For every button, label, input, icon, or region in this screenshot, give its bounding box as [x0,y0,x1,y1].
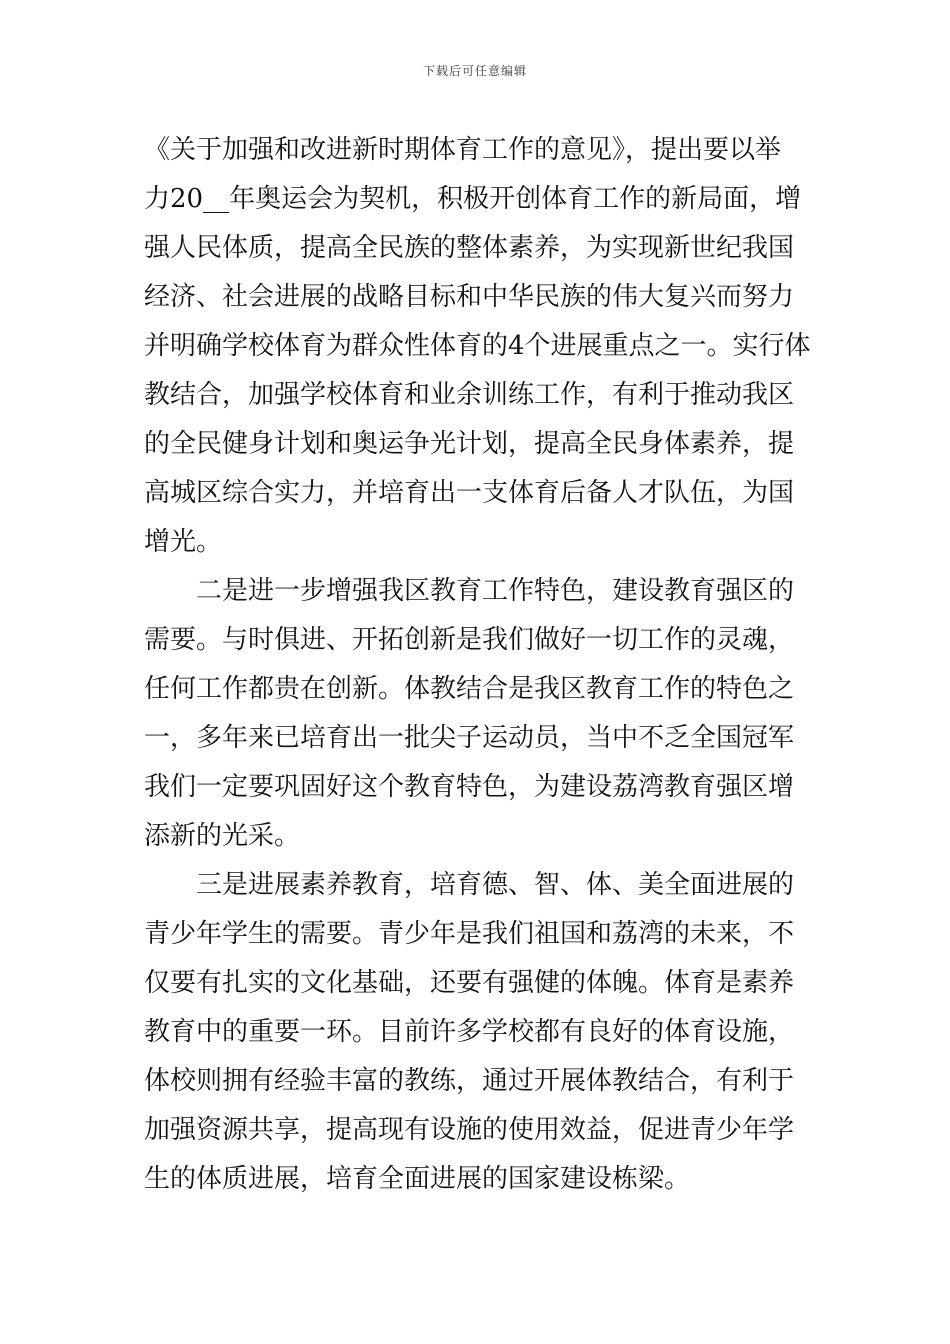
text-line: 增光。 [144,527,223,557]
paragraph-start-line: 二是进一步增强我区教育工作特色，建设教育强区的 [196,576,795,606]
text-line: 需要。与时俱进、开拓创新是我们做好一切工作的灵魂， [144,625,795,655]
text-line: 添新的光采。 [144,821,301,851]
text-line: 青少年学生的需要。青少年是我们祖国和荔湾的未来，不 [144,919,795,949]
text-line: 高城区综合实力，并培育出一支体育后备人才队伍，为国 [144,478,795,508]
page-header: 下载后可任意编辑 [422,64,527,78]
text-line: 并明确学校体育为群众性体育的4个进展重点之一。实行体 [144,331,811,361]
text-line: 《关于加强和改进新时期体育工作的意见》，提出要以举 [144,135,782,165]
text-line: 任何工作都贵在创新。体教结合是我区教育工作的特色之 [144,674,795,704]
paragraph-start-line: 三是进展素养教育，培育德、智、体、美全面进展的 [196,870,795,900]
body-text [144,126,809,1204]
text-line: 仅要有扎实的文化基础，还要有强健的体魄。体育是素养 [144,968,795,998]
text-line: 教育中的重要一环。目前许多学校都有良好的体育设施， [144,1017,795,1047]
text-line: 一，多年来已培育出一批尖子运动员，当中不乏全国冠军 [144,723,795,753]
text-line: 的全民健身计划和奥运争光计划，提高全民身体素养，提 [144,429,795,459]
text-line: 经济、社会进展的战略目标和中华民族的伟大复兴而努力 [144,282,795,312]
text-line: 加强资源共享，提高现有设施的使用效益，促进青少年学 [144,1115,795,1145]
text-line: 教结合，加强学校体育和业余训练工作，有利于推动我区 [144,380,795,410]
text-line: 力20__年奥运会为契机，积极开创体育工作的新局面，增 [144,184,802,214]
text-line: 体校则拥有经验丰富的教练，通过开展体教结合，有利于 [144,1066,795,1096]
text-line: 强人民体质，提高全民族的整体素养，为实现新世纪我国 [144,233,795,263]
text-line: 生的体质进展，培育全面进展的国家建设栋梁。 [144,1164,691,1194]
text-line: 我们一定要巩固好这个教育特色，为建设荔湾教育强区增 [144,772,795,802]
